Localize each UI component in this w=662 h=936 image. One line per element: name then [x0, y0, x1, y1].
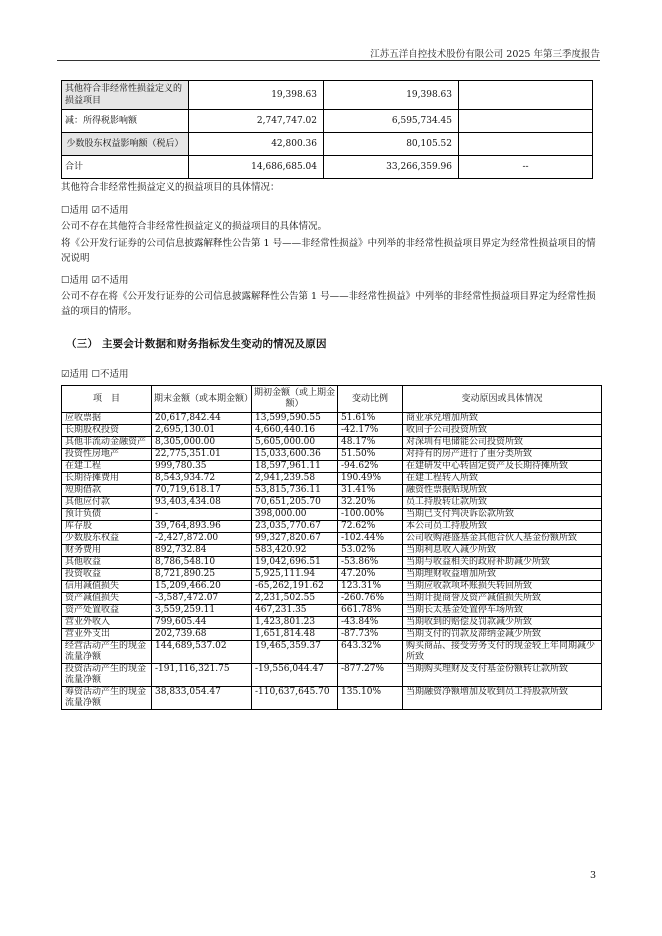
- note-cell: --: [459, 156, 593, 179]
- begin-amount: 2,231,502.55: [252, 593, 338, 605]
- change-ratio: -100.00%: [338, 509, 403, 521]
- change-ratio: -42.17%: [338, 425, 403, 437]
- change-ratio: -102.44%: [338, 533, 403, 545]
- item-name: 预计负债: [62, 509, 152, 521]
- header-divider: [57, 60, 600, 61]
- item-name: 库存股: [62, 521, 152, 533]
- column-header: 变动原因或具体情况: [403, 386, 602, 413]
- change-ratio: -877.27%: [338, 664, 403, 687]
- begin-amount: 13,599,590.55: [252, 413, 338, 425]
- begin-amount: 70,651,205.70: [252, 497, 338, 509]
- change-ratio: 661.78%: [338, 605, 403, 617]
- begin-amount: 99,327,820.67: [252, 533, 338, 545]
- table-row: [62, 557, 602, 569]
- table-row: [62, 449, 602, 461]
- current-period-amount: 42,800.36: [189, 133, 324, 156]
- table-row: [62, 641, 602, 664]
- end-amount: 93,403,434.08: [152, 497, 252, 509]
- table-row: [62, 81, 593, 110]
- item-name: 其他非流动金融资产: [62, 437, 152, 449]
- change-ratio: 31.41%: [338, 485, 403, 497]
- column-header: 变动比例: [338, 386, 403, 413]
- paragraph-no-reclassification: 公司不存在将《公开发行证券的公司信息披露解释性公告第 1 号——非经常性损益》中列举的非经常性损益项目界定为经常性损益的项目的情形。: [61, 291, 596, 317]
- item-name: 长期股权投资: [62, 425, 152, 437]
- change-reason: 当期收到的赔偿及罚款减少所致: [403, 617, 602, 629]
- change-ratio: 51.50%: [338, 449, 403, 461]
- end-amount: 8,543,934.72: [152, 473, 252, 485]
- item-name: 资产减值损失: [62, 593, 152, 605]
- change-reason: 收回子公司投资所致: [403, 425, 602, 437]
- begin-amount: 2,941,239.58: [252, 473, 338, 485]
- table-row: [62, 485, 602, 497]
- change-reason: 当期长太基金处置停车场所致: [403, 605, 602, 617]
- change-reason: 对深圳有电储能公司投资所致: [403, 437, 602, 449]
- table-row: [62, 110, 593, 133]
- item-name: 营业外收入: [62, 617, 152, 629]
- table-row: [62, 545, 602, 557]
- ytd-amount: 33,266,359.96: [324, 156, 459, 179]
- end-amount: 20,617,842.44: [152, 413, 252, 425]
- change-ratio: 643.32%: [338, 641, 403, 664]
- ytd-amount: 19,398.63: [324, 81, 459, 110]
- table-row: [62, 581, 602, 593]
- change-ratio: -87.73%: [338, 629, 403, 641]
- item-name: 短期借款: [62, 485, 152, 497]
- end-amount: -3,587,472.07: [152, 593, 252, 605]
- note-cell: [459, 81, 593, 110]
- change-reason: 员工持股转让款所致: [403, 497, 602, 509]
- item-name: 应收票据: [62, 413, 152, 425]
- item-name: 长期待摊费用: [62, 473, 152, 485]
- item-name: 投资收益: [62, 569, 152, 581]
- change-reason: 在建研发中心转固定资产及长期待摊所致: [403, 461, 602, 473]
- item-name: 投资性房地产: [62, 449, 152, 461]
- row-label: 其他符合非经常性损益定义的损益项目: [62, 81, 189, 110]
- table-row: [62, 521, 602, 533]
- column-header: 项 目: [62, 386, 152, 413]
- begin-amount: 1,651,814.48: [252, 629, 338, 641]
- end-amount: 999,780.35: [152, 461, 252, 473]
- end-amount: 38,833,054.47: [152, 687, 252, 710]
- item-name: 其他应付款: [62, 497, 152, 509]
- change-reason: 公司收购港盛基金其他合伙人基金份额所致: [403, 533, 602, 545]
- item-name: 少数股东权益: [62, 533, 152, 545]
- end-amount: 2,695,130.01: [152, 425, 252, 437]
- end-amount: 22,775,351.01: [152, 449, 252, 461]
- table-row: [62, 133, 593, 156]
- change-ratio: 48.17%: [338, 437, 403, 449]
- end-amount: 3,559,259.11: [152, 605, 252, 617]
- applicability-checkbox-2: ☐适用 ☑不适用: [61, 275, 129, 286]
- paragraph-other-items: 其他符合非经常性损益定义的损益项目的具体情况：: [61, 182, 280, 193]
- change-reason: 本公司员工持股所致: [403, 521, 602, 533]
- note-cell: [459, 110, 593, 133]
- change-ratio: 135.10%: [338, 687, 403, 710]
- item-name: 筹资活动产生的现金流量净额: [62, 687, 152, 710]
- begin-amount: 5,605,000.00: [252, 437, 338, 449]
- table-header-row: [62, 386, 602, 413]
- end-amount: 202,739.68: [152, 629, 252, 641]
- end-amount: 799,605.44: [152, 617, 252, 629]
- table-row: [62, 593, 602, 605]
- change-reason: 商业承兑增加所致: [403, 413, 602, 425]
- end-amount: -: [152, 509, 252, 521]
- end-amount: 39,764,893.96: [152, 521, 252, 533]
- end-amount: 70,719,618.17: [152, 485, 252, 497]
- table-row: [62, 497, 602, 509]
- item-name: 财务费用: [62, 545, 152, 557]
- change-ratio: 72.62%: [338, 521, 403, 533]
- begin-amount: 1,423,801.23: [252, 617, 338, 629]
- table-row: [62, 413, 602, 425]
- paragraph-reclassification-note: 将《公开发行证券的公司信息披露解释性公告第 1 号——非经常性损益》中列举的非经常性损益项目界定为经常性损益项目的情况说明: [61, 238, 596, 264]
- table-row: [62, 617, 602, 629]
- row-label: 合计: [62, 156, 189, 179]
- current-period-amount: 14,686,685.04: [189, 156, 324, 179]
- change-ratio: 53.02%: [338, 545, 403, 557]
- change-reason: 当期购买理财及支付基金份额转让款所致: [403, 664, 602, 687]
- change-reason: 融资性票据贴现所致: [403, 485, 602, 497]
- begin-amount: 15,033,600.36: [252, 449, 338, 461]
- ytd-amount: 6,595,734.45: [324, 110, 459, 133]
- change-ratio: -43.84%: [338, 617, 403, 629]
- begin-amount: 5,925,111.94: [252, 569, 338, 581]
- change-ratio: 47.20%: [338, 569, 403, 581]
- change-reason: 在建工程转入所致: [403, 473, 602, 485]
- table-row: [62, 629, 602, 641]
- table-row: [62, 687, 602, 710]
- change-ratio: 190.49%: [338, 473, 403, 485]
- change-reason: 购买商品、接受劳务支付的现金较上年同期减少所致: [403, 641, 602, 664]
- change-reason: 当期利息收入减少所致: [403, 545, 602, 557]
- begin-amount: 19,042,696.51: [252, 557, 338, 569]
- end-amount: 8,305,000.00: [152, 437, 252, 449]
- change-reason: 当期融资净额增加及收到员工持股款所致: [403, 687, 602, 710]
- begin-amount: -65,262,191.62: [252, 581, 338, 593]
- table-row: [62, 533, 602, 545]
- change-reason: 当期理财收益增加所致: [403, 569, 602, 581]
- row-label: 减：所得税影响额: [62, 110, 189, 133]
- row-label: 少数股东权益影响额（税后）: [62, 133, 189, 156]
- change-ratio: 51.61%: [338, 413, 403, 425]
- section-title: （三） 主要会计数据和财务指标发生变动的情况及原因: [66, 338, 327, 350]
- current-period-amount: 19,398.63: [189, 81, 324, 110]
- table-row: [62, 437, 602, 449]
- table-row: [62, 664, 602, 687]
- column-header: 期初金额（或上期金额）: [252, 386, 338, 413]
- current-period-amount: 2,747,747.02: [189, 110, 324, 133]
- begin-amount: 19,465,359.37: [252, 641, 338, 664]
- table-row: [62, 605, 602, 617]
- begin-amount: 467,231.35: [252, 605, 338, 617]
- end-amount: 15,209,466.20: [152, 581, 252, 593]
- item-name: 其他收益: [62, 557, 152, 569]
- non-recurring-items-table: [61, 80, 593, 179]
- change-reason: 当期支付的罚款及滞纳金减少所致: [403, 629, 602, 641]
- column-header: 期末金额（或本期金额）: [152, 386, 252, 413]
- paragraph-no-other-items: 公司不存在其他符合非经常性损益定义的损益项目的具体情况。: [61, 221, 328, 232]
- item-name: 营业外支出: [62, 629, 152, 641]
- item-name: 在建工程: [62, 461, 152, 473]
- table-row: [62, 509, 602, 521]
- applicability-checkbox-1: ☐适用 ☑不适用: [61, 205, 129, 216]
- end-amount: 144,689,537.02: [152, 641, 252, 664]
- change-ratio: -260.76%: [338, 593, 403, 605]
- change-reason: 当期计提商誉及资产减值损失所致: [403, 593, 602, 605]
- begin-amount: 23,035,770.67: [252, 521, 338, 533]
- page-number: 3: [590, 870, 597, 881]
- change-reason: 对持有的房产进行了重分类所致: [403, 449, 602, 461]
- begin-amount: -19,556,044.47: [252, 664, 338, 687]
- end-amount: 892,732.84: [152, 545, 252, 557]
- item-name: 信用减值损失: [62, 581, 152, 593]
- begin-amount: 398,000.00: [252, 509, 338, 521]
- applicability-checkbox-3: ☑适用 ☐不适用: [61, 369, 129, 380]
- end-amount: 8,721,890.25: [152, 569, 252, 581]
- table-row: [62, 461, 602, 473]
- item-name: 资产处置收益: [62, 605, 152, 617]
- table-row: [62, 473, 602, 485]
- change-reason: 当期与收益相关的政府补助减少所致: [403, 557, 602, 569]
- financial-changes-table: [61, 385, 602, 710]
- table-row: [62, 425, 602, 437]
- begin-amount: 4,660,440.16: [252, 425, 338, 437]
- table-row: [62, 569, 602, 581]
- end-amount: 8,786,548.10: [152, 557, 252, 569]
- item-name: 投资活动产生的现金流量净额: [62, 664, 152, 687]
- item-name: 经营活动产生的现金流量净额: [62, 641, 152, 664]
- change-reason: 当期应收款项坏账损失转回所致: [403, 581, 602, 593]
- change-ratio: -53.86%: [338, 557, 403, 569]
- begin-amount: 583,420.92: [252, 545, 338, 557]
- end-amount: -2,427,872.00: [152, 533, 252, 545]
- end-amount: -191,116,321.75: [152, 664, 252, 687]
- begin-amount: -110,637,645.70: [252, 687, 338, 710]
- page-header: 江苏五洋自控技术股份有限公司 2025 年第三季度报告: [370, 49, 600, 60]
- begin-amount: 18,597,961.11: [252, 461, 338, 473]
- change-ratio: -94.62%: [338, 461, 403, 473]
- table-row: [62, 156, 593, 179]
- begin-amount: 53,815,736.11: [252, 485, 338, 497]
- ytd-amount: 80,105.52: [324, 133, 459, 156]
- change-ratio: 123.31%: [338, 581, 403, 593]
- note-cell: [459, 133, 593, 156]
- change-ratio: 32.20%: [338, 497, 403, 509]
- change-reason: 当期已支付判决诉讼款所致: [403, 509, 602, 521]
